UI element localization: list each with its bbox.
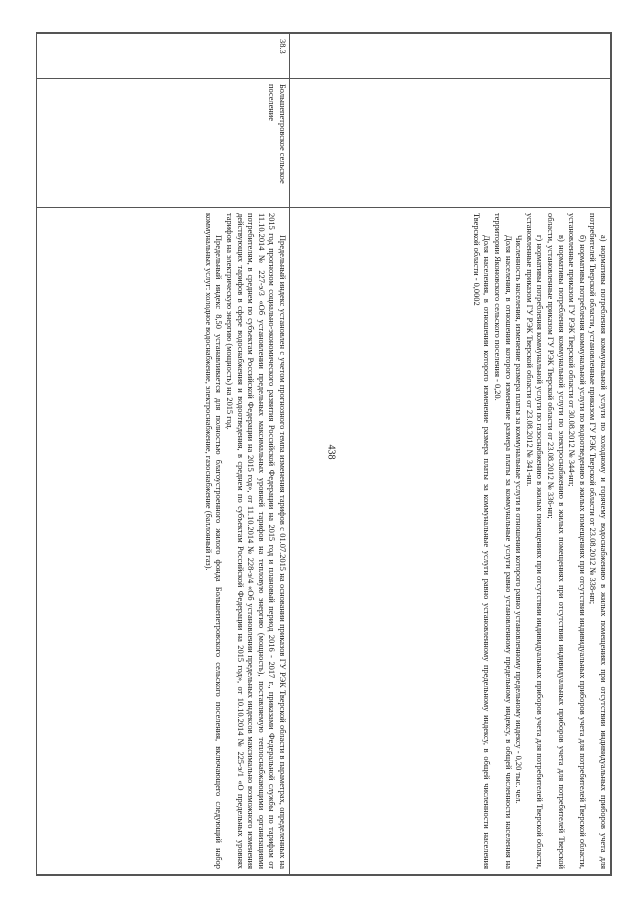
municipality-name-cell (290, 79, 611, 208)
paragraph: б) нормативы потребления коммунальной услуги по водоотведению в жилых помещениях при отсутствии индивидуальных приборов учета для потребителей Тверской области, установленные приказом ГУ РЭК Тверской области от 30.08.2012 № 344-нп; (567, 213, 587, 869)
table-row (290, 34, 611, 875)
page-number: 438 (325, 444, 337, 460)
paragraph: Доля населения, в отношении которого изменение размера платы за коммунальные услуги равно установленному предельному индексу, в общей численности населения на территории Яконовского сельского поселения - 0,20. (493, 213, 513, 869)
table-row (36, 34, 290, 875)
paragraph: в) нормативы потребления коммунальной услуги по электроснабжению в жилых помещениях при отсутствии индивидуальных приборов учета для потребителей Тверской области, установленные приказом ГУ РЭК Тверской области от 23.08.2012 № 336-нп; (546, 213, 566, 869)
paragraph: Численность населения, изменение размера платы за коммунальные услуги в отношении которого равно установленному предельному индексу - 0,20 тыс. чел. (514, 235, 524, 804)
justification-text-cell (36, 208, 290, 875)
justification-text-cell (290, 208, 611, 875)
paragraph: а) нормативы потребления коммунальной услуги по холодному и горячему водоснабжению в жилых помещениях при отсутствии индивидуальных приборов учета для потребителей Тверской области, установленные приказом ГУ РЭК Тверской области от 23.08.2012 № 338-нп; (588, 213, 608, 869)
municipality-index-table (36, 33, 611, 875)
municipality-name-cell: Большепетровское сельское поселение (36, 79, 290, 208)
paragraph: Предельный индекс установлен с учетом прогнозного темпа изменения тарифов с 01.07.2015 на основании приказов ГУ РЭК Тверской области в параметрах, определенных на 2015 год прогнозом социально-экономического развития Российской Федерации на 2015 год и плановый период 2016 - 2017 г., приказами Федеральной службы по тарифам от 11.10.2014 № 227-э/3 «Об установлении предельных максимальных уровней тарифов на тепловую энергию (мощность), поставляемую теплоснабжающими организациями потребителям, в среднем по субъектам Российской Федерации на 2015 год», от 11.10.2014 № 228-э/4 «Об установлении предельных индексов максимально возможного изменения действующих тарифов в сфере водоснабжения и водоотведения, в среднем по субъектам Российской Федерации на 2015 год», от 10.10.2014 № 225-э/1 «О предельных уровнях тарифов на электрическую энергию (мощность) на 2015 год. (225, 213, 287, 869)
document-table-frame (36, 32, 612, 876)
paragraph: г) нормативы потребления коммунальной услуги по газоснабжению в жилых помещениях при отсутствии индивидуальных приборов учета для потребителей Тверской области, установленные приказом ГУ РЭК Тверской области от 23.08.2012 № 341-нп. (524, 213, 545, 869)
paragraph: Предельный индекс 8,50 устанавливается для полностью благоустроенного жилого фонда Большепетровского сельского поселения, включающего следующий набор коммунальных услуг: холодное водоснабжение, электроснабжение, газоснабжение (баллонный газ). (203, 213, 224, 869)
row-number-cell: 38.3 (36, 34, 290, 79)
paragraph: Доля населения, в отношении которого изменение размера платы за коммунальные услуги равно установленному предельному индексу, в общей численности населения Тверской области - 0,0002 (471, 213, 492, 869)
rotated-page-content (37, 33, 611, 875)
row-number-cell (290, 34, 611, 79)
